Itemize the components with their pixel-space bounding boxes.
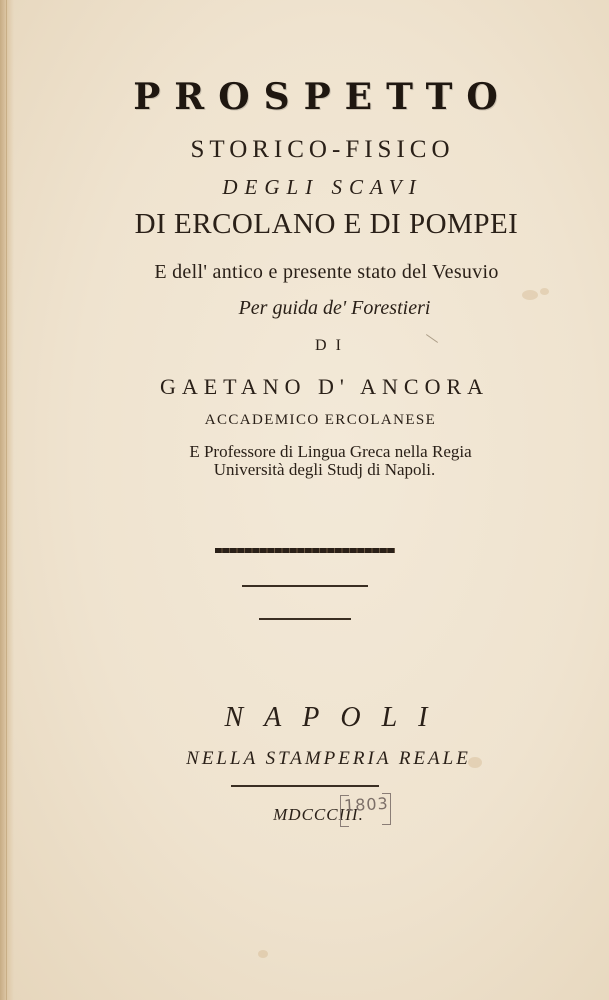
author-name: GAETANO D' ANCORA — [159, 374, 490, 399]
pencil-bracket-right — [382, 793, 391, 825]
subtitle-line-3: DI ERCOLANO E DI POMPEI — [134, 208, 519, 240]
foxing-spot — [258, 950, 268, 958]
ornamental-rule — [215, 548, 395, 553]
divider-rule — [231, 785, 379, 787]
imprint-year: MDCCCIII. — [273, 805, 364, 824]
book-title: PROSPETTO — [133, 76, 512, 118]
divider-rule — [259, 618, 351, 620]
author-affiliation-3: Università degli Studj di Napoli. — [213, 460, 436, 479]
divider-rule — [242, 585, 368, 587]
foxing-spot — [540, 288, 549, 295]
handwritten-year-note: 1803 — [343, 793, 390, 816]
subtitle-line-1: STORICO-FISICO — [190, 136, 455, 163]
subtitle-line-4: E dell' antico e presente stato del Vesuvio — [154, 261, 499, 283]
author-affiliation-1: ACCADEMICO ERCOLANESE — [204, 412, 437, 428]
subtitle-line-5: Per guida de' Forestieri — [238, 297, 431, 319]
by-line: DI — [315, 337, 350, 354]
imprint-place: NAPOLI — [224, 702, 449, 733]
subtitle-line-2: DEGLI SCAVI — [222, 175, 423, 199]
imprint-printer: NELLA STAMPERIA REALE — [186, 748, 471, 769]
author-affiliation-2: E Professore di Lingua Greca nella Regia — [189, 442, 472, 461]
